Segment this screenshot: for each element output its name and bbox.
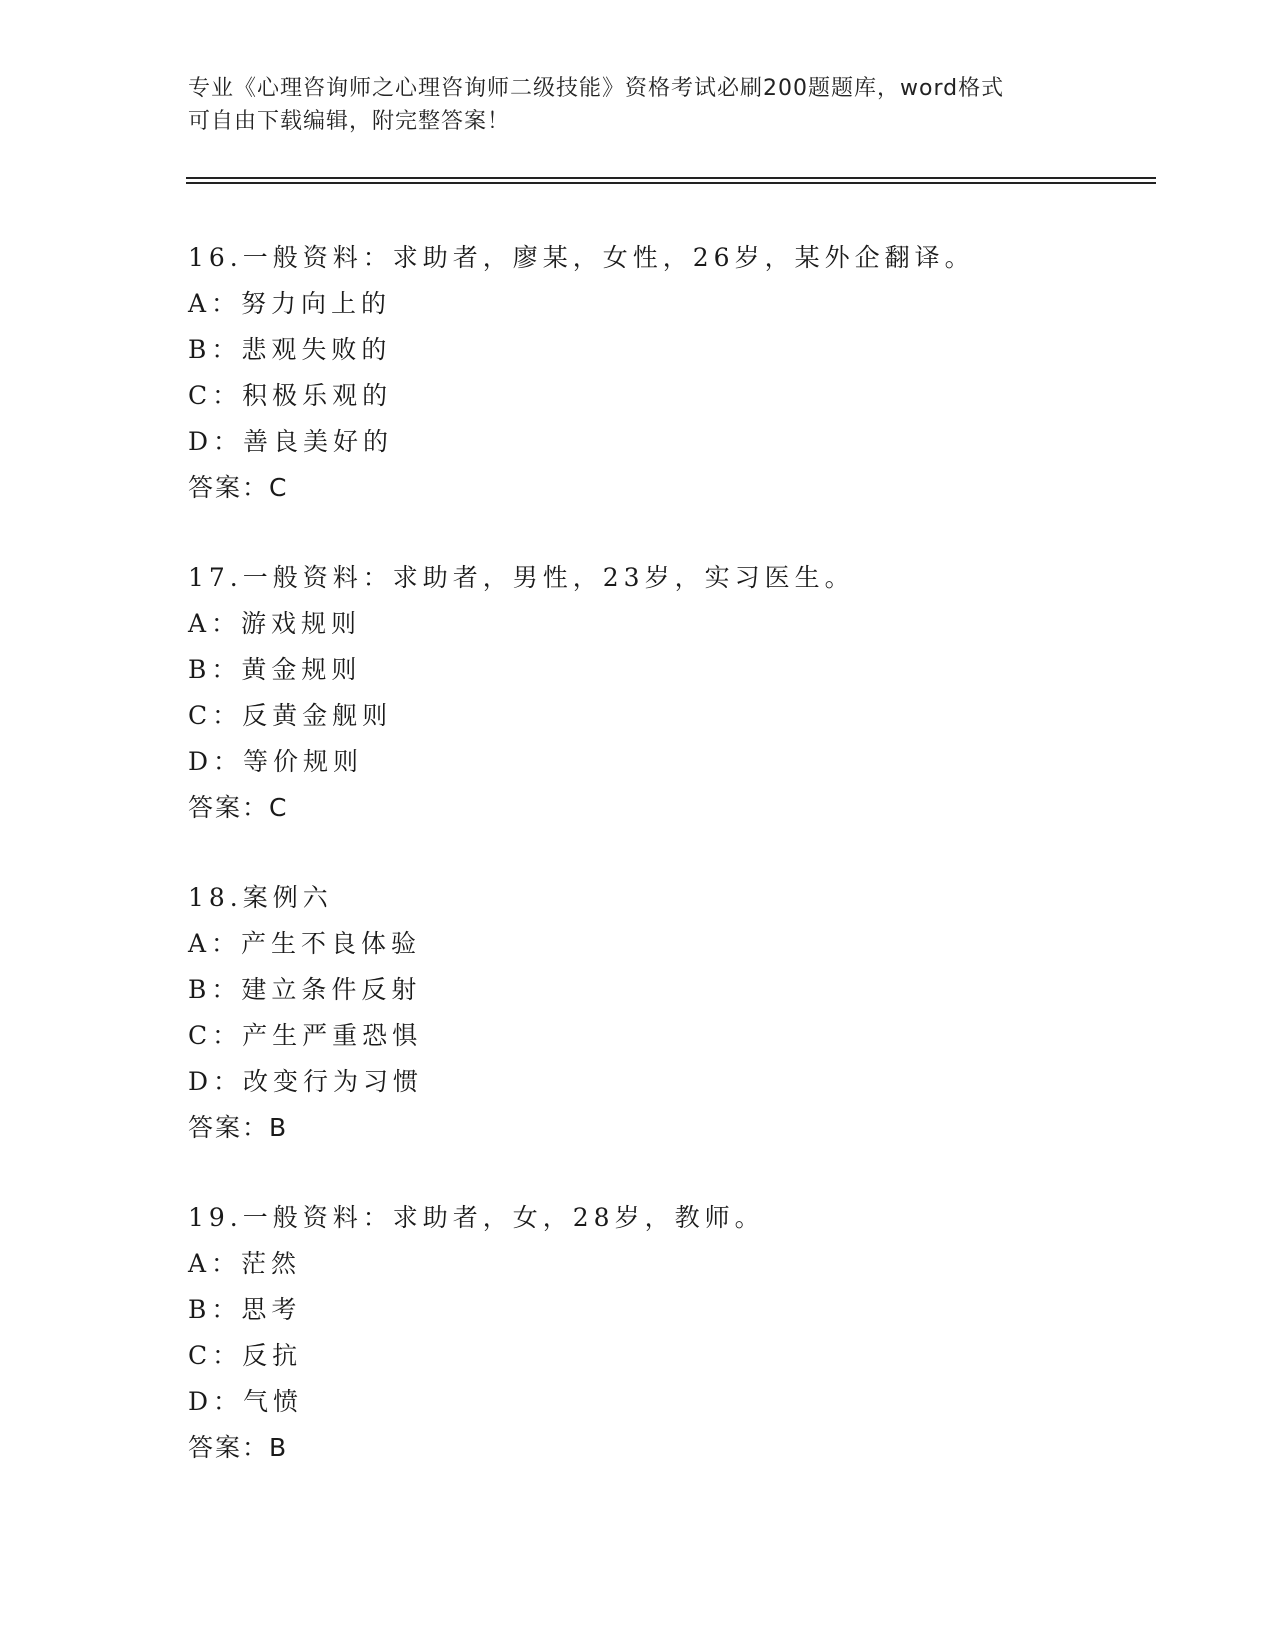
question-stem: 18.案例六 — [188, 883, 333, 912]
answer-line: 答案：C — [188, 793, 289, 822]
answer-line: 答案：B — [188, 1113, 289, 1142]
question-17 — [188, 555, 1148, 875]
option-c: C：反黄金舰则 — [188, 701, 393, 730]
answer-line: 答案：C — [188, 473, 289, 502]
option-c: C：产生严重恐惧 — [188, 1021, 423, 1050]
option-a: A：茫然 — [188, 1249, 302, 1278]
option-d: D：气愤 — [188, 1387, 304, 1416]
question-16 — [188, 235, 1148, 555]
header-line-2: 可自由下载编辑，附完整答案！ — [188, 109, 511, 134]
header-divider-top — [186, 177, 1156, 179]
question-18 — [188, 875, 1148, 1195]
option-b: B：悲观失败的 — [188, 335, 392, 364]
option-a: A：产生不良体验 — [188, 929, 422, 958]
question-stem: 16.一般资料：求助者，廖某，女性，26岁，某外企翻译。 — [188, 243, 975, 272]
option-d: D：改变行为习惯 — [188, 1067, 424, 1096]
question-stem: 17.一般资料：求助者，男性，23岁，实习医生。 — [188, 563, 855, 592]
option-c: C：积极乐观的 — [188, 381, 393, 410]
question-list — [188, 235, 1148, 1515]
option-c: C：反抗 — [188, 1341, 303, 1370]
option-a: A：努力向上的 — [188, 289, 392, 318]
option-b: B：思考 — [188, 1295, 302, 1324]
question-19 — [188, 1195, 1148, 1515]
option-d: D：善良美好的 — [188, 427, 394, 456]
question-stem: 19.一般资料：求助者，女，28岁，教师。 — [188, 1203, 765, 1232]
answer-line: 答案：B — [188, 1433, 289, 1462]
header-divider-bottom — [186, 182, 1156, 184]
option-a: A：游戏规则 — [188, 609, 362, 638]
header-line-1: 专业《心理咨询师之心理咨询师二级技能》资格考试必刷200题题库，word格式 — [188, 76, 1005, 101]
option-b: B：黄金规则 — [188, 655, 362, 684]
option-d: D：等价规则 — [188, 747, 364, 776]
option-b: B：建立条件反射 — [188, 975, 422, 1004]
document-header — [188, 72, 1088, 138]
